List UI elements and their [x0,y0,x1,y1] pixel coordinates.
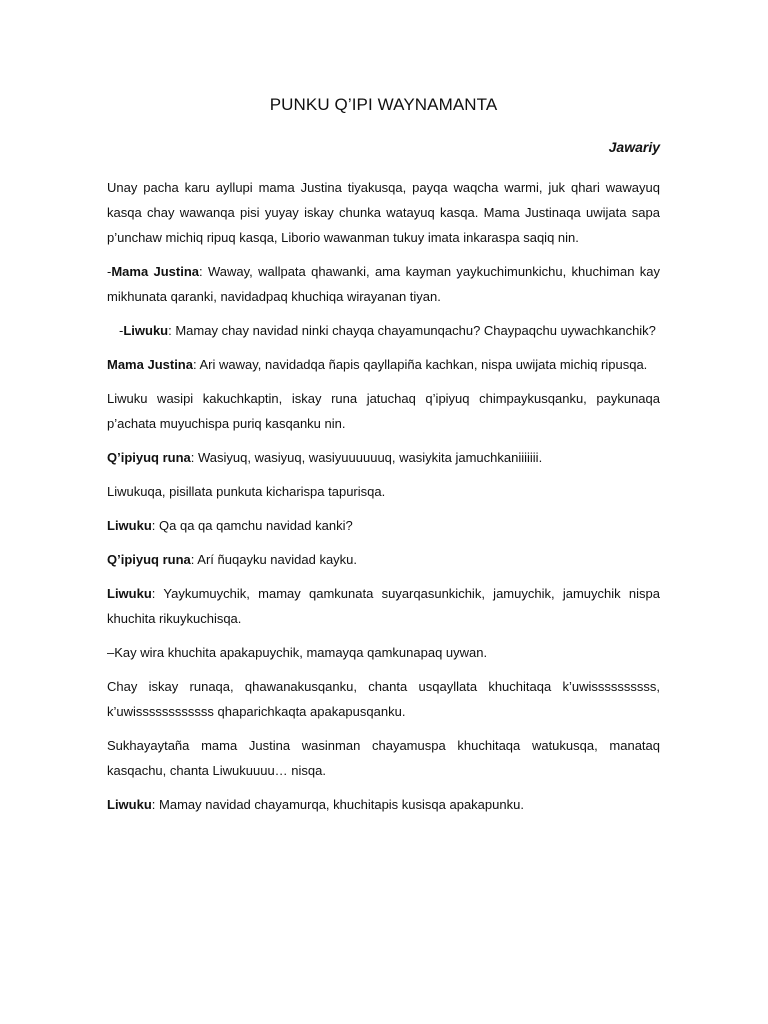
paragraph-text: : Arí ñuqayku navidad kayku. [190,552,358,567]
dialogue-dash: - [119,323,124,338]
speaker-name: Liwuku [107,797,152,812]
speaker-name: Liwuku [107,586,152,601]
paragraph-text: Chay iskay runaqa, qhawanakusqanku, chanta usqayllata khuchitaqa k’uwissssssssss, k’uwissssssssssss qhaparichkaqta apakapusqanku. [107,679,660,719]
paragraph-text: : Yaykumuychik, mamay qamkunata suyarqasunkichik, jamuychik, jamuychik nispa khuchita rikuykuchisqa. [107,586,660,626]
dialogue-paragraph [107,259,660,309]
paragraph-text: : Ari waway, navidadqa ñapis qayllapiña kachkan, nispa uwijata michiq ripusqa. [192,357,648,372]
dialogue-paragraph [107,445,660,470]
paragraph-text: : Qa qa qa qamchu navidad kanki? [151,518,353,533]
narrative-paragraph [107,386,660,436]
paragraph-text: : Wasiyuq, wasiyuq, wasiyuuuuuuq, wasiykita jamuchkaniiiiiii. [190,450,543,465]
dialogue-paragraph [107,352,660,377]
dialogue-paragraph [107,581,660,631]
paragraph-text: Unay pacha karu ayllupi mama Justina tiyakusqa, payqa waqcha warmi, juk qhari wawayuq kasqa chay wawanqa pisi yuyay iskay chunka watayuq kasqa. Mama Justinaqa uwijata sapa p’unchaw michiq ripuq kasqa, Liborio wawanman tukuy imata inkaraspa saqiq nin. [107,180,660,245]
paragraph-text: : Mamay navidad chayamurqa, khuchitapis kusisqa apakapunku. [151,797,524,812]
speaker-name: Q’ipiyuq runa [107,450,191,465]
paragraph-text: Liwuku wasipi kakuchkaptin, iskay runa jatuchaq q’ipiyuq chimpaykusqanku, paykunaqa p’achata muyuchispa puriq kasqanku nin. [107,391,660,431]
speaker-name: Q’ipiyuq runa [107,552,191,567]
narrative-paragraph [107,175,660,250]
dialogue-paragraph [107,513,660,538]
paragraph-text: Sukhayaytaña mama Justina wasinman chayamuspa khuchitaqa watukusqa, manataq kasqachu, chanta Liwukuuuu… nisqa. [107,738,660,778]
narrative-paragraph [107,640,660,665]
document-body [107,175,660,817]
speaker-name: Liwuku [123,323,169,338]
speaker-name: Mama Justina [111,264,200,279]
paragraph-text: Liwukuqa, pisillata punkuta kicharispa tapurisqa. [107,484,386,499]
dialogue-dash: - [107,264,112,279]
speaker-name: Liwuku [107,518,152,533]
narrative-paragraph [107,733,660,783]
paragraph-text: : Waway, wallpata qhawanki, ama kayman yaykuchimunkichu, khuchiman kay mikhunata qaranki, navidadpaq khuchiqa wirayanan tiyan. [107,264,660,304]
dialogue-paragraph [107,792,660,817]
paragraph-text: –Kay wira khuchita apakapuychik, mamayqa qamkunapaq uywan. [107,645,488,660]
speaker-name: Mama Justina [107,357,193,372]
narrative-paragraph [107,479,660,504]
dialogue-paragraph [107,318,660,343]
author-name: Jawariy [608,139,660,155]
narrative-paragraph [107,674,660,724]
dialogue-paragraph [107,547,660,572]
paragraph-text: : Mamay chay navidad ninki chayqa chayamunqachu? Chaypaqchu uywachkanchik? [168,323,656,338]
document-title: PUNKU Q’IPI WAYNAMANTA [269,95,498,114]
